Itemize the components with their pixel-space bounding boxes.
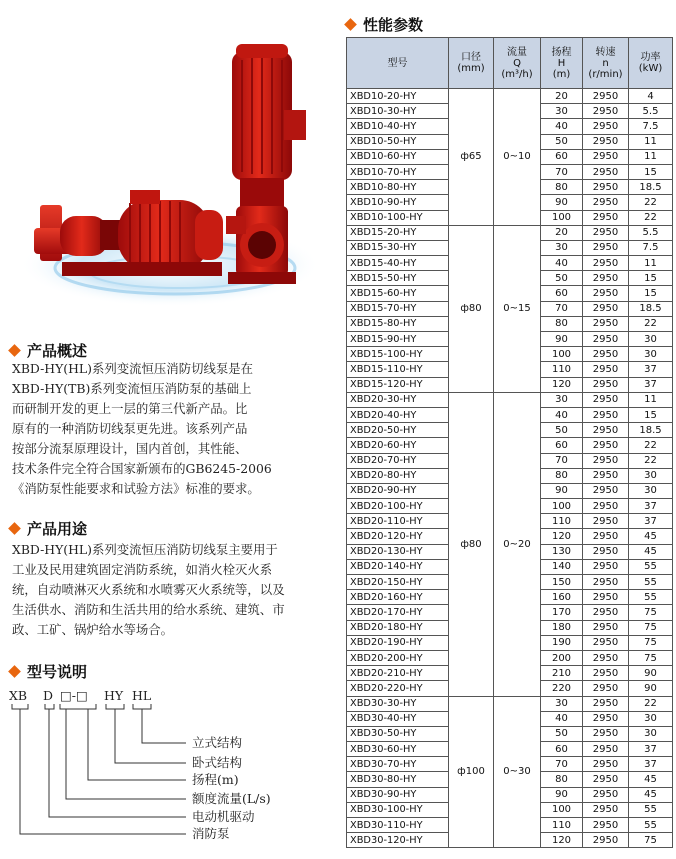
cell-power: 37: [629, 742, 673, 757]
cell-speed: 2950: [583, 620, 629, 635]
horizontal-pump-icon: [34, 190, 223, 276]
cell-power: 45: [629, 544, 673, 559]
cell-head: 40: [541, 711, 583, 726]
orange-diamond-icon: [8, 665, 21, 678]
cell-power: 45: [629, 787, 673, 802]
cell-head: 20: [541, 225, 583, 240]
cell-model: XBD30-70-HY: [347, 757, 449, 772]
overview-line: 《消防泵性能要求和试验方法》标准的要求。: [12, 481, 260, 496]
cell-head: 110: [541, 818, 583, 833]
cell-model: XBD30-30-HY: [347, 696, 449, 711]
header-head: 扬程 H (m): [541, 38, 583, 89]
cell-speed: 2950: [583, 210, 629, 225]
overview-heading: [10, 340, 87, 361]
cell-model: XBD20-120-HY: [347, 529, 449, 544]
cell-power: 5.5: [629, 225, 673, 240]
cell-model: XBD20-80-HY: [347, 468, 449, 483]
cell-power: 7.5: [629, 119, 673, 134]
cell-model: XBD10-30-HY: [347, 104, 449, 119]
cell-diameter: ф65: [449, 89, 494, 226]
cell-power: 22: [629, 210, 673, 225]
code-part-xb: XB: [9, 688, 28, 703]
code-label-horizontal: 卧式结构: [192, 755, 243, 770]
cell-speed: 2950: [583, 529, 629, 544]
table-row: [347, 89, 673, 104]
cell-speed: 2950: [583, 605, 629, 620]
cell-power: 22: [629, 195, 673, 210]
cell-head: 100: [541, 499, 583, 514]
cell-flow: 0~15: [494, 225, 541, 392]
cell-speed: 2950: [583, 833, 629, 848]
cell-power: 37: [629, 362, 673, 377]
cell-head: 210: [541, 666, 583, 681]
cell-speed: 2950: [583, 544, 629, 559]
cell-speed: 2950: [583, 180, 629, 195]
cell-head: 110: [541, 514, 583, 529]
overview-line: 原有的一种消防切线泵更先进。该系列产品: [12, 421, 248, 436]
cell-head: 50: [541, 271, 583, 286]
cell-model: XBD20-190-HY: [347, 635, 449, 650]
code-label-head: 扬程(m): [192, 772, 239, 787]
cell-model: XBD20-50-HY: [347, 423, 449, 438]
cell-speed: 2950: [583, 499, 629, 514]
cell-head: 70: [541, 757, 583, 772]
cell-head: 200: [541, 650, 583, 665]
cell-model: XBD20-180-HY: [347, 620, 449, 635]
cell-power: 30: [629, 726, 673, 741]
cell-speed: 2950: [583, 362, 629, 377]
cell-model: XBD15-100-HY: [347, 347, 449, 362]
table-row: [347, 392, 673, 407]
cell-power: 4: [629, 89, 673, 104]
cell-power: 75: [629, 833, 673, 848]
cell-head: 150: [541, 575, 583, 590]
cell-speed: 2950: [583, 119, 629, 134]
cell-flow: 0~20: [494, 392, 541, 696]
overview-line: 技术条件完全符合国家新颁布的GB6245-2006: [12, 461, 272, 476]
header-speed: 转速 n (r/min): [583, 38, 629, 89]
cell-model: XBD30-40-HY: [347, 711, 449, 726]
cell-speed: 2950: [583, 164, 629, 179]
cell-power: 90: [629, 681, 673, 696]
overview-line: 而研制开发的更上一层的第三代新产品。比: [12, 401, 248, 416]
cell-head: 100: [541, 802, 583, 817]
cell-model: XBD10-20-HY: [347, 89, 449, 104]
cell-model: XBD30-80-HY: [347, 772, 449, 787]
cell-head: 190: [541, 635, 583, 650]
cell-model: XBD30-90-HY: [347, 787, 449, 802]
orange-diamond-icon: [8, 522, 21, 535]
cell-power: 22: [629, 453, 673, 468]
cell-head: 80: [541, 468, 583, 483]
cell-speed: 2950: [583, 392, 629, 407]
cell-head: 50: [541, 423, 583, 438]
cell-model: XBD15-60-HY: [347, 286, 449, 301]
cell-speed: 2950: [583, 696, 629, 711]
code-label-flow: 额度流量(L/s): [192, 791, 271, 806]
cell-model: XBD15-110-HY: [347, 362, 449, 377]
cell-model: XBD20-200-HY: [347, 650, 449, 665]
perf-title: 性能参数: [363, 16, 424, 34]
cell-speed: 2950: [583, 666, 629, 681]
cell-power: 30: [629, 468, 673, 483]
cell-head: 170: [541, 605, 583, 620]
cell-head: 50: [541, 134, 583, 149]
cell-model: XBD30-100-HY: [347, 802, 449, 817]
cell-power: 55: [629, 575, 673, 590]
cell-head: 70: [541, 164, 583, 179]
cell-speed: 2950: [583, 772, 629, 787]
cell-speed: 2950: [583, 271, 629, 286]
cell-model: XBD20-130-HY: [347, 544, 449, 559]
cell-power: 22: [629, 696, 673, 711]
cell-head: 70: [541, 301, 583, 316]
cell-head: 80: [541, 772, 583, 787]
cell-model: XBD20-160-HY: [347, 590, 449, 605]
cell-speed: 2950: [583, 134, 629, 149]
cell-power: 55: [629, 802, 673, 817]
cell-speed: 2950: [583, 301, 629, 316]
cell-speed: 2950: [583, 195, 629, 210]
cell-speed: 2950: [583, 742, 629, 757]
cell-model: XBD20-220-HY: [347, 681, 449, 696]
cell-head: 70: [541, 453, 583, 468]
cell-speed: 2950: [583, 377, 629, 392]
header-flow: 流量 Q (m³/h): [494, 38, 541, 89]
overview-text: [12, 359, 330, 499]
cell-diameter: ф100: [449, 696, 494, 848]
cell-head: 180: [541, 620, 583, 635]
cell-speed: 2950: [583, 818, 629, 833]
cell-head: 160: [541, 590, 583, 605]
cell-head: 120: [541, 377, 583, 392]
cell-diameter: ф80: [449, 392, 494, 696]
orange-diamond-icon: [344, 18, 357, 31]
cell-power: 11: [629, 149, 673, 164]
cell-head: 90: [541, 195, 583, 210]
cell-head: 100: [541, 210, 583, 225]
cell-model: XBD30-120-HY: [347, 833, 449, 848]
table-row: [347, 696, 673, 711]
code-heading: [10, 661, 87, 682]
cell-head: 50: [541, 726, 583, 741]
cell-model: XBD10-80-HY: [347, 180, 449, 195]
cell-power: 30: [629, 483, 673, 498]
cell-model: XBD20-30-HY: [347, 392, 449, 407]
cell-model: XBD15-50-HY: [347, 271, 449, 286]
orange-diamond-icon: [8, 344, 21, 357]
cell-model: XBD20-100-HY: [347, 499, 449, 514]
cell-model: XBD20-140-HY: [347, 559, 449, 574]
perf-heading: [346, 14, 423, 35]
cell-power: 22: [629, 316, 673, 331]
cell-head: 90: [541, 787, 583, 802]
cell-speed: 2950: [583, 438, 629, 453]
cell-model: XBD30-110-HY: [347, 818, 449, 833]
code-label-vertical: 立式结构: [192, 735, 243, 750]
cell-head: 130: [541, 544, 583, 559]
cell-speed: 2950: [583, 483, 629, 498]
cell-speed: 2950: [583, 590, 629, 605]
cell-head: 30: [541, 240, 583, 255]
cell-power: 37: [629, 757, 673, 772]
cell-power: 45: [629, 529, 673, 544]
cell-model: XBD10-100-HY: [347, 210, 449, 225]
cell-power: 55: [629, 559, 673, 574]
cell-head: 120: [541, 529, 583, 544]
cell-head: 20: [541, 89, 583, 104]
cell-power: 15: [629, 407, 673, 422]
cell-head: 40: [541, 119, 583, 134]
cell-power: 7.5: [629, 240, 673, 255]
cell-speed: 2950: [583, 407, 629, 422]
cell-speed: 2950: [583, 726, 629, 741]
performance-table: [346, 37, 673, 848]
cell-head: 30: [541, 696, 583, 711]
cell-power: 75: [629, 605, 673, 620]
cell-power: 15: [629, 164, 673, 179]
cell-model: XBD20-110-HY: [347, 514, 449, 529]
header-model: 型号: [347, 38, 449, 89]
cell-power: 90: [629, 666, 673, 681]
code-part-hl: HL: [132, 688, 152, 703]
cell-speed: 2950: [583, 225, 629, 240]
cell-power: 45: [629, 772, 673, 787]
model-code-diagram: [0, 684, 330, 859]
cell-speed: 2950: [583, 514, 629, 529]
cell-speed: 2950: [583, 711, 629, 726]
cell-head: 80: [541, 316, 583, 331]
overview-title: 产品概述: [27, 342, 88, 360]
usage-line: 政、工矿、锅炉给水等场合。: [12, 622, 174, 637]
cell-speed: 2950: [583, 286, 629, 301]
cell-head: 60: [541, 742, 583, 757]
cell-model: XBD20-60-HY: [347, 438, 449, 453]
cell-speed: 2950: [583, 575, 629, 590]
usage-line: XBD-HY(HL)系列变流恒压消防切线泵主要用于: [12, 542, 278, 557]
cell-power: 37: [629, 377, 673, 392]
overview-line: XBD-HY(TB)系列变流恒压消防泵的基础上: [12, 381, 252, 396]
cell-speed: 2950: [583, 453, 629, 468]
cell-model: XBD15-20-HY: [347, 225, 449, 240]
usage-heading: [10, 518, 87, 539]
cell-power: 75: [629, 635, 673, 650]
cell-speed: 2950: [583, 787, 629, 802]
cell-speed: 2950: [583, 149, 629, 164]
cell-speed: 2950: [583, 423, 629, 438]
cell-head: 30: [541, 392, 583, 407]
cell-model: XBD10-70-HY: [347, 164, 449, 179]
cell-speed: 2950: [583, 104, 629, 119]
overview-line: 按部分流泵原理设计，国内首创，其性能、: [12, 441, 248, 456]
header-diameter: 口径 (mm): [449, 38, 494, 89]
cell-speed: 2950: [583, 650, 629, 665]
cell-speed: 2950: [583, 757, 629, 772]
cell-model: XBD15-90-HY: [347, 332, 449, 347]
cell-head: 140: [541, 559, 583, 574]
code-label-fire-pump: 消防泵: [192, 826, 230, 841]
cell-head: 100: [541, 347, 583, 362]
cell-power: 11: [629, 392, 673, 407]
cell-head: 90: [541, 332, 583, 347]
code-part-d: D: [43, 688, 54, 703]
cell-power: 55: [629, 590, 673, 605]
cell-power: 5.5: [629, 104, 673, 119]
cell-head: 60: [541, 286, 583, 301]
usage-line: 工业及民用建筑固定消防系统，如消火栓灭火系: [12, 562, 273, 577]
cell-model: XBD10-90-HY: [347, 195, 449, 210]
cell-power: 30: [629, 347, 673, 362]
cell-power: 75: [629, 620, 673, 635]
cell-speed: 2950: [583, 802, 629, 817]
cell-model: XBD30-60-HY: [347, 742, 449, 757]
cell-power: 18.5: [629, 423, 673, 438]
cell-model: XBD20-210-HY: [347, 666, 449, 681]
cell-power: 15: [629, 271, 673, 286]
code-title: 型号说明: [27, 663, 88, 681]
usage-line: 统，自动喷淋灭火系统和水喷雾灭火系统等，以及: [12, 582, 285, 597]
cell-speed: 2950: [583, 468, 629, 483]
cell-model: XBD10-40-HY: [347, 119, 449, 134]
cell-model: XBD20-150-HY: [347, 575, 449, 590]
cell-diameter: ф80: [449, 225, 494, 392]
cell-power: 15: [629, 286, 673, 301]
cell-head: 40: [541, 256, 583, 271]
cell-speed: 2950: [583, 256, 629, 271]
table-row: [347, 225, 673, 240]
cell-power: 30: [629, 711, 673, 726]
pump-product-image: [0, 40, 330, 340]
cell-head: 80: [541, 180, 583, 195]
cell-head: 120: [541, 833, 583, 848]
cell-model: XBD20-90-HY: [347, 483, 449, 498]
usage-line: 生活供水、消防和生活共用的给水系统、建筑、市: [12, 602, 285, 617]
cell-power: 37: [629, 514, 673, 529]
cell-power: 30: [629, 332, 673, 347]
cell-speed: 2950: [583, 347, 629, 362]
cell-model: XBD20-170-HY: [347, 605, 449, 620]
cell-speed: 2950: [583, 240, 629, 255]
cell-speed: 2950: [583, 89, 629, 104]
cell-head: 110: [541, 362, 583, 377]
cell-head: 90: [541, 483, 583, 498]
cell-head: 60: [541, 149, 583, 164]
cell-head: 60: [541, 438, 583, 453]
cell-model: XBD20-70-HY: [347, 453, 449, 468]
cell-power: 55: [629, 818, 673, 833]
overview-line: XBD-HY(HL)系列变流恒压消防切线泵是在: [12, 361, 254, 376]
cell-power: 18.5: [629, 180, 673, 195]
cell-power: 75: [629, 650, 673, 665]
cell-speed: 2950: [583, 559, 629, 574]
code-part-hy: HY: [104, 688, 124, 703]
code-label-motor: 电动机驱动: [192, 809, 255, 824]
cell-model: XBD20-40-HY: [347, 407, 449, 422]
header-power: 功率 (kW): [629, 38, 673, 89]
cell-speed: 2950: [583, 681, 629, 696]
cell-power: 22: [629, 438, 673, 453]
cell-model: XBD15-70-HY: [347, 301, 449, 316]
cell-model: XBD10-50-HY: [347, 134, 449, 149]
cell-model: XBD30-50-HY: [347, 726, 449, 741]
cell-power: 11: [629, 256, 673, 271]
cell-speed: 2950: [583, 332, 629, 347]
usage-text: [12, 540, 330, 640]
code-part-flow-head: □-□: [60, 688, 88, 703]
cell-speed: 2950: [583, 316, 629, 331]
cell-power: 11: [629, 134, 673, 149]
cell-power: 37: [629, 499, 673, 514]
cell-flow: 0~10: [494, 89, 541, 226]
cell-model: XBD10-60-HY: [347, 149, 449, 164]
cell-model: XBD15-30-HY: [347, 240, 449, 255]
cell-model: XBD15-80-HY: [347, 316, 449, 331]
table-header-row: [347, 38, 673, 89]
cell-model: XBD15-40-HY: [347, 256, 449, 271]
cell-speed: 2950: [583, 635, 629, 650]
cell-power: 18.5: [629, 301, 673, 316]
cell-flow: 0~30: [494, 696, 541, 848]
cell-head: 30: [541, 104, 583, 119]
cell-head: 40: [541, 407, 583, 422]
cell-head: 220: [541, 681, 583, 696]
usage-title: 产品用途: [27, 520, 88, 538]
cell-model: XBD15-120-HY: [347, 377, 449, 392]
